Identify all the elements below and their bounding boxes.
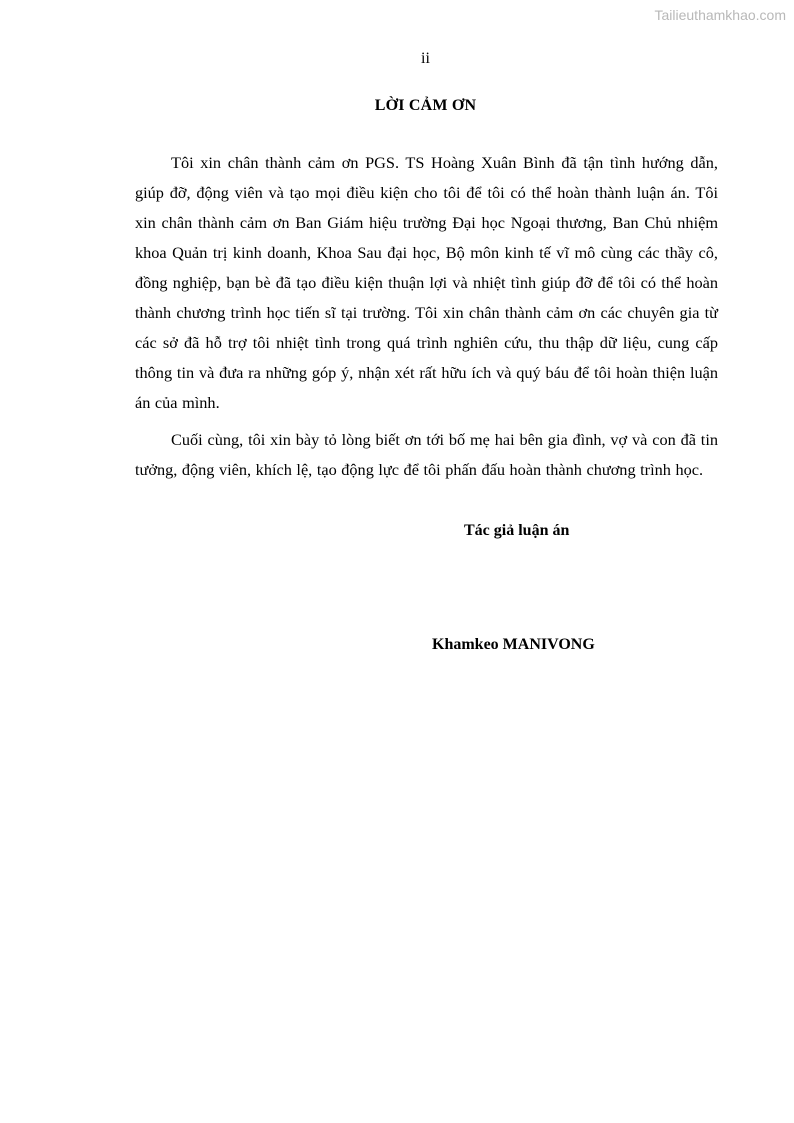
signature-name: Khamkeo MANIVONG — [432, 636, 595, 653]
page-number: ii — [421, 50, 430, 67]
page-title: LỜI CẢM ƠN — [374, 97, 477, 114]
watermark-text: Tailieuthamkhao.com — [654, 7, 786, 23]
acknowledgement-body — [135, 148, 718, 485]
signature-role: Tác giả luận án — [464, 522, 570, 539]
paragraph-family: Cuối cùng, tôi xin bày tỏ lòng biết ơn tới bố mẹ hai bên gia đình, vợ và con đã tin tưởng, động viên, khích lệ, tạo động lực để tôi phấn đấu hoàn thành chương trình học. — [135, 430, 718, 479]
paragraph-thanks: Tôi xin chân thành cảm ơn PGS. TS Hoàng Xuân Bình đã tận tình hướng dẫn, giúp đỡ, động viên và tạo mọi điều kiện cho tôi để tôi có thể hoàn thành luận án. Tôi xin chân thành cảm ơn Ban Giám hiệu trường Đại học Ngoại thương, Ban Chủ nhiệm khoa Quản trị kinh doanh, Khoa Sau đại học, Bộ môn kinh tế vĩ mô cùng các thầy cô, đồng nghiệp, bạn bè đã tạo điều kiện thuận lợi và nhiệt tình giúp đỡ để tôi có thể hoàn thành chương trình học tiến sĩ tại trường. Tôi xin chân thành cảm ơn các chuyên gia từ các sở đã hỗ trợ tôi nhiệt tình trong quá trình nghiên cứu, thu thập dữ liệu, cung cấp thông tin và đưa ra những góp ý, nhận xét rất hữu ích và quý báu để tôi hoàn thiện luận án của mình. — [135, 153, 718, 412]
